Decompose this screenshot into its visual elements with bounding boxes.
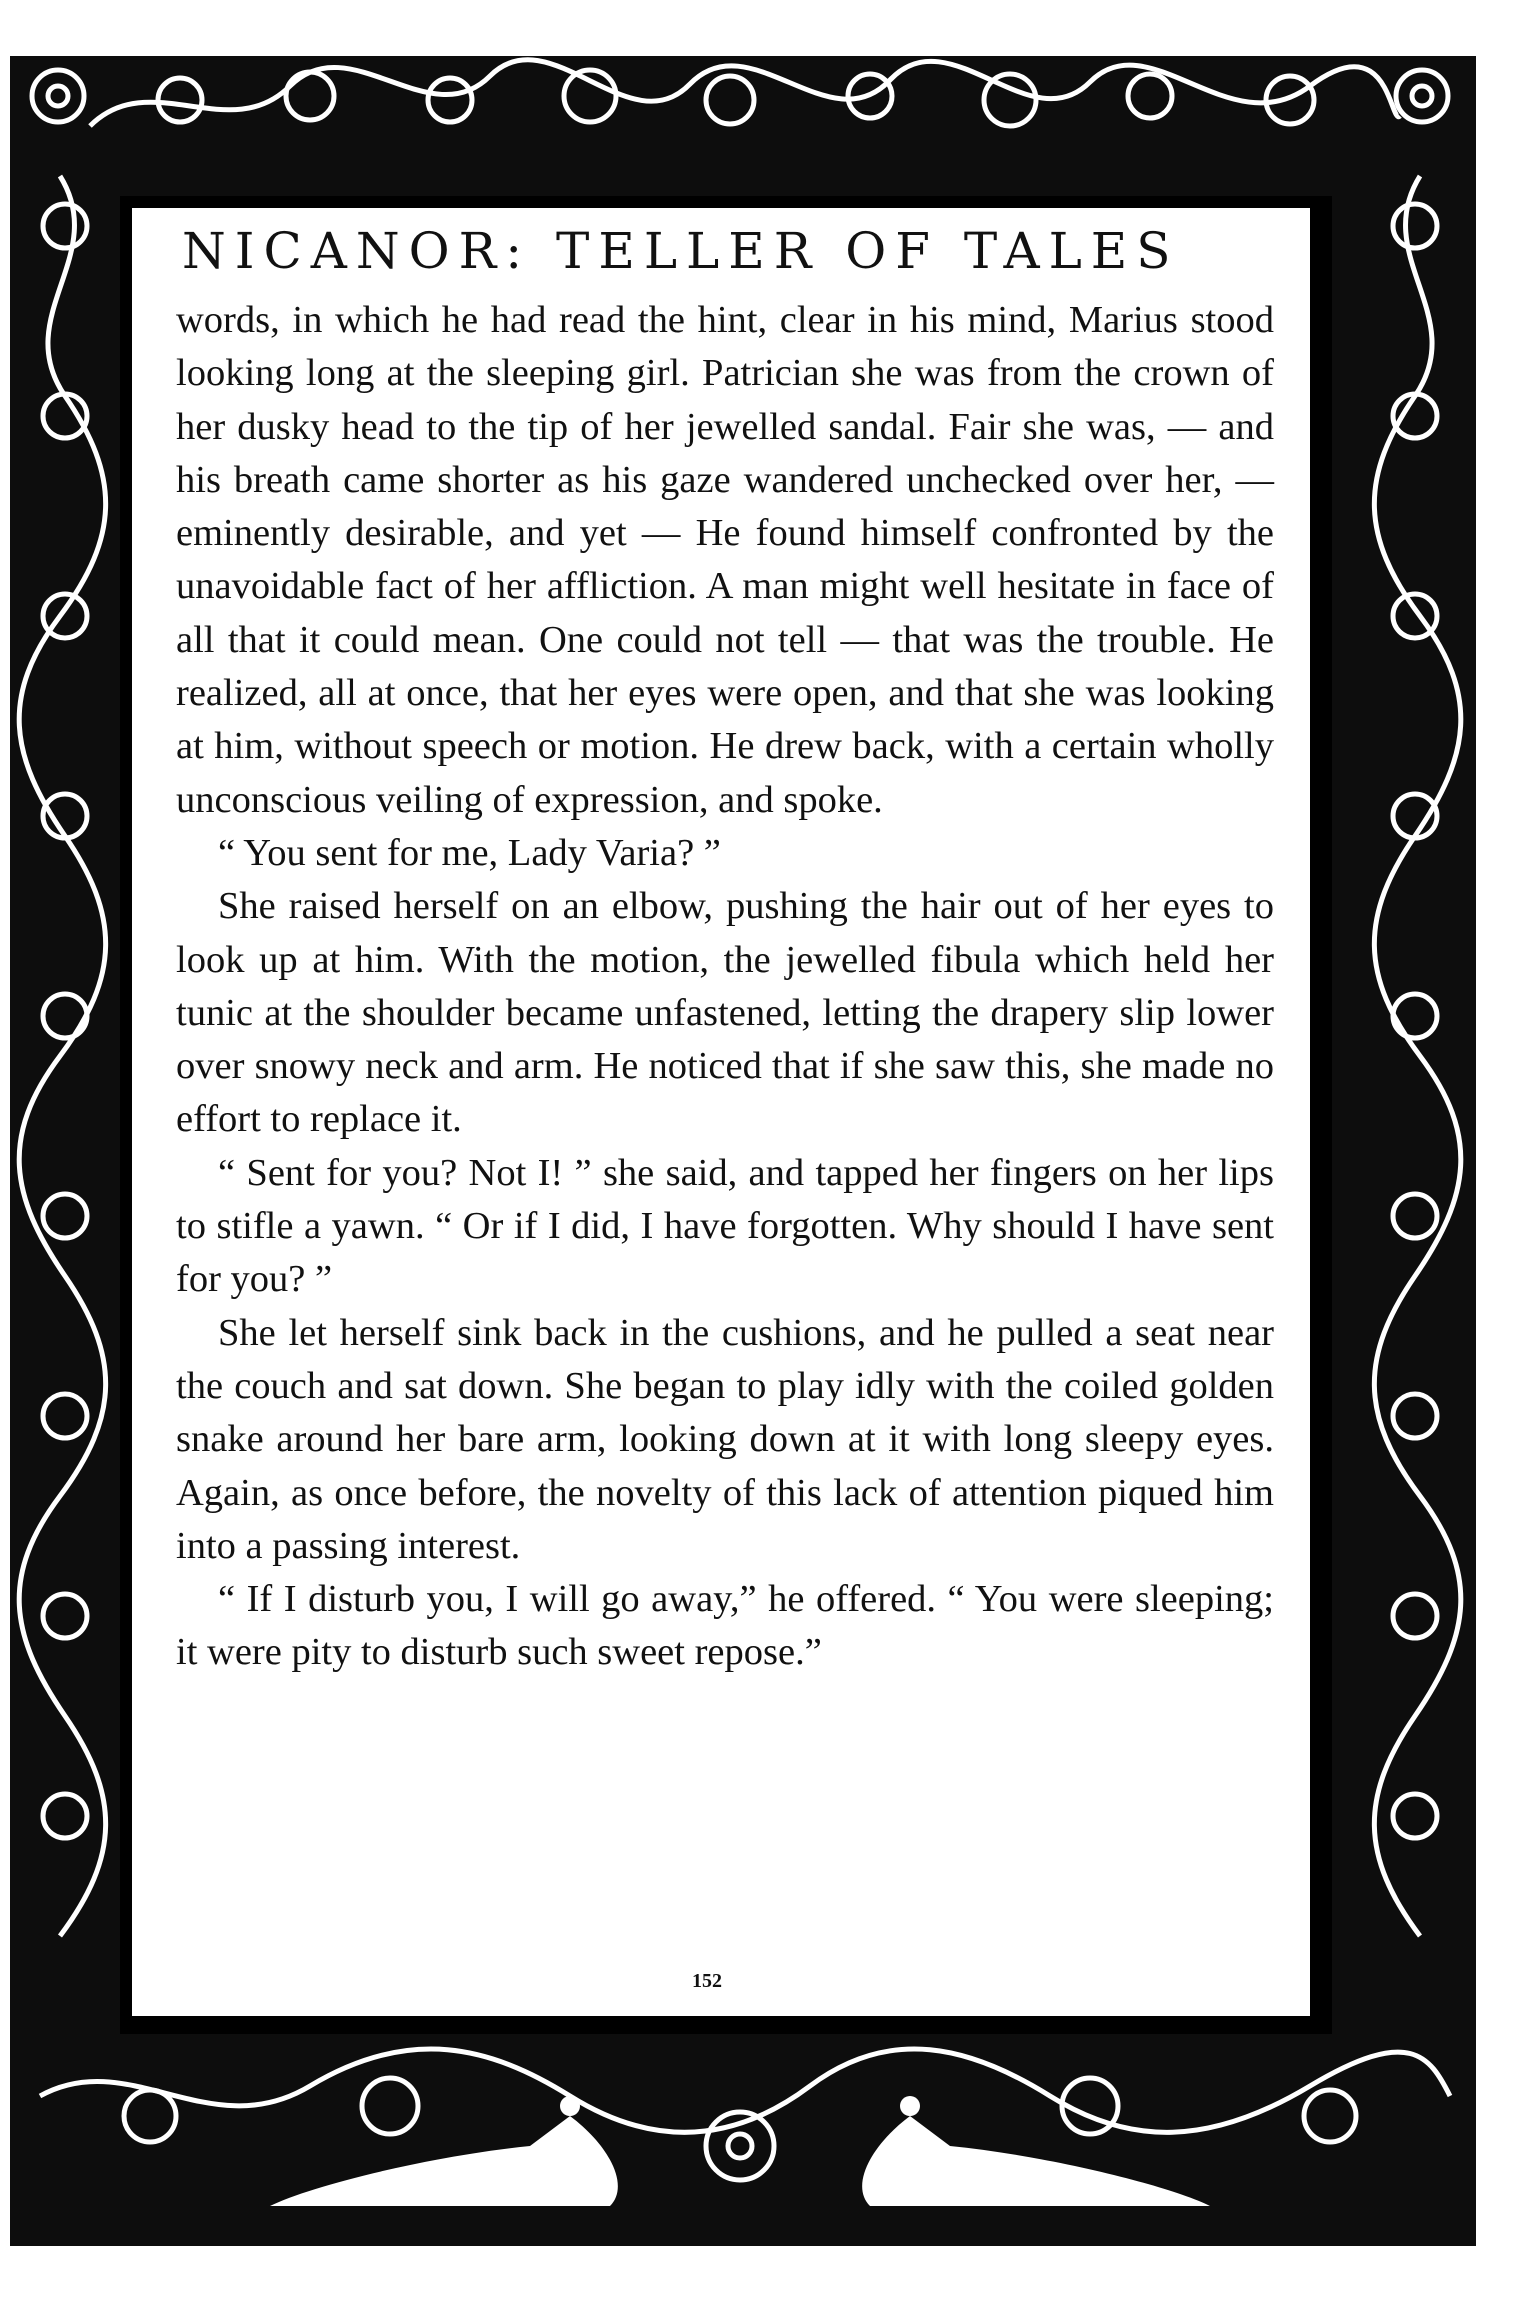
paragraph: “ Sent for you? Not I! ” she said, and tapped her fingers on her lips to stifle a yawn. “ Or if I did, I have forgotten. Why should I have sent for you? ” xyxy=(176,1151,1274,1301)
paragraph: She let herself sink back in the cushions, and he pulled a seat near the couch and sat down. She began to play idly with the coiled golden snake around her bare arm, looking down at it with long sleepy eyes. Again, as once before, the novelty of this lack of attention piqued him into a passing interest. xyxy=(176,1311,1274,1567)
paragraph: “ You sent for me, Lady Varia? ” xyxy=(218,831,721,874)
text-panel xyxy=(132,208,1310,2016)
body-text xyxy=(176,294,1274,1680)
paragraph: “ If I disturb you, I will go away,” he offered. “ You were sleeping; it were pity to disturb such sweet repose.” xyxy=(176,1578,1274,1674)
running-title: NICANOR: TELLER OF TALES xyxy=(182,222,1180,280)
paragraph: words, in which he had read the hint, clear in his mind, Marius stood looking long at the sleeping girl. Patrician she was from the crown of her dusky head to the tip of her jewelled sandal. Fair she was, — and his breath came shorter as his gaze wandered unchecked over her, — eminently desirable, and yet — He found himself confronted by the unavoidable fact of her affliction. A man might well hesitate in face of all that it could mean. One could not tell — that was the trouble. He realized, all at once, that her eyes were open, and that she was looking at him, without speech or motion. He drew back, with a certain wholly unconscious veiling of expression, and spoke. xyxy=(176,299,1274,821)
paragraph: She raised herself on an elbow, pushing the hair out of her eyes to look up at him. With the motion, the jewelled fibula which held her tunic at the shoulder became unfastened, letting the drapery slip lower over snowy neck and arm. He noticed that if she saw this, she made no effort to replace it. xyxy=(176,885,1274,1141)
page-number: 152 xyxy=(692,1970,722,1992)
